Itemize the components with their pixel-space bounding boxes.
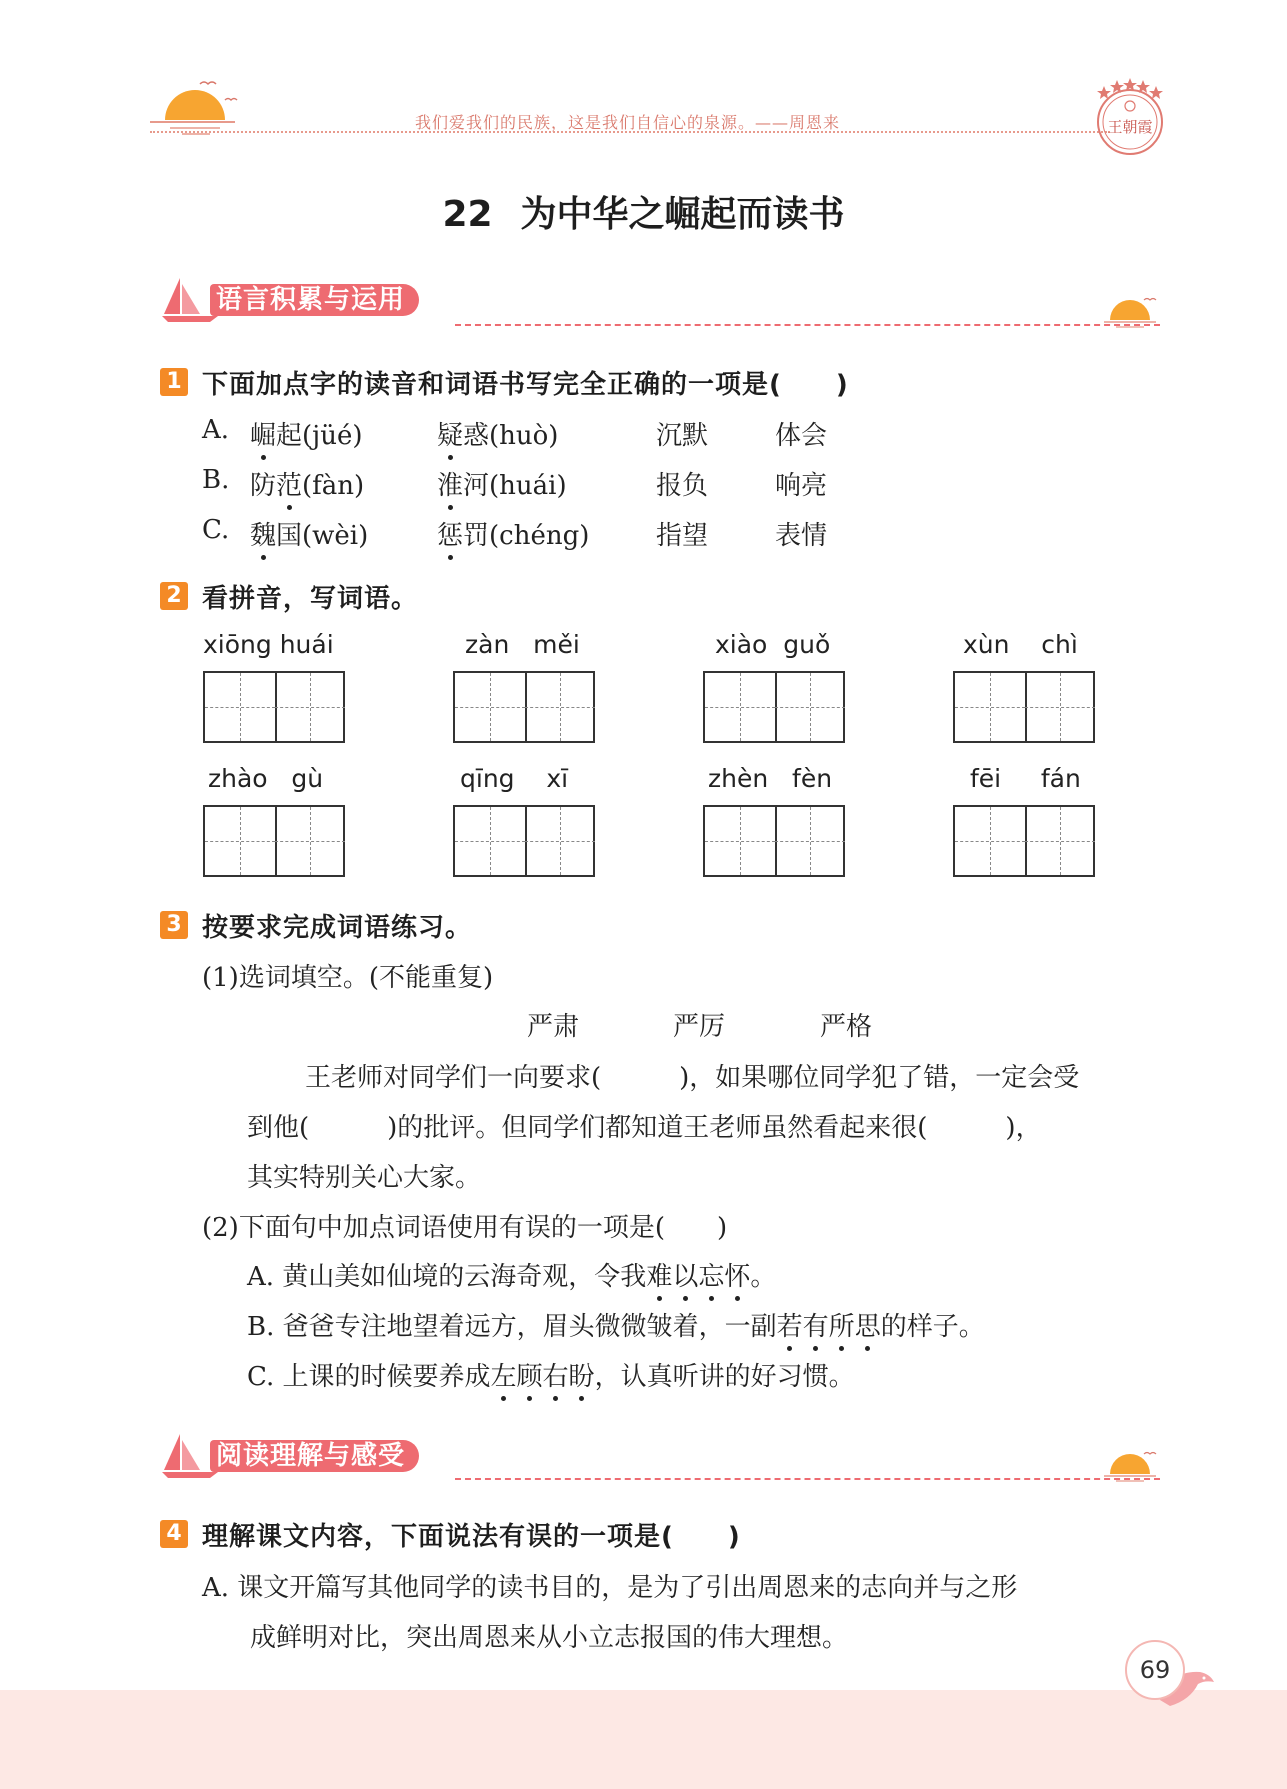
dotted-char: 有 xyxy=(803,1306,829,1343)
section-title-2: 阅读理解与感受 xyxy=(210,1440,419,1472)
q1-a-word4: 体会 xyxy=(775,421,828,451)
choice-word-2: 严厉 xyxy=(673,1012,726,1042)
q1-option-a xyxy=(202,415,229,445)
option-text: B. 爸爸专注地望着远方，眉头微微皱着，一副 xyxy=(247,1312,777,1342)
q3-option-b xyxy=(247,1306,985,1343)
writing-grid-1[interactable] xyxy=(203,671,345,743)
pinyin-2: zàn měi xyxy=(465,630,580,659)
dotted-char: 疑 xyxy=(437,415,463,452)
option-label: C. xyxy=(202,515,230,545)
page-number: 69 xyxy=(1125,1640,1185,1700)
q4-option-a-line-1: A. 课文开篇写其他同学的读书目的，是为了引出周恩来的志向并与之形 xyxy=(202,1573,1018,1603)
writing-grid-5[interactable] xyxy=(203,805,345,877)
option-text-end: ，认真听讲的好习惯。 xyxy=(594,1362,855,1392)
section-banner-1 xyxy=(160,276,460,324)
q3-option-c xyxy=(247,1356,855,1393)
q1-option-b xyxy=(202,465,229,495)
author-stamp-logo xyxy=(1090,76,1170,160)
section-banner-2 xyxy=(160,1432,460,1480)
option-label: A. xyxy=(202,415,230,445)
question-number-1: 1 xyxy=(160,368,188,396)
dotted-char: 思 xyxy=(855,1306,881,1343)
section-divider-2 xyxy=(455,1478,1160,1480)
q3-part1-title: (1)选词填空。(不能重复) xyxy=(202,963,494,993)
question-3-text: 按要求完成词语练习。 xyxy=(202,913,473,943)
q3-paragraph-line-1: 王老师对同学们一向要求( )，如果哪位同学犯了错，一定会受 xyxy=(305,1063,1080,1093)
word-rest: (fàn) xyxy=(302,471,365,501)
dotted-char: 以 xyxy=(672,1256,698,1293)
q4-option-a-line-2: 成鲜明对比，突出周恩来从小立志报国的伟大理想。 xyxy=(250,1623,849,1653)
q1-a-word3: 沉默 xyxy=(656,421,709,451)
pinyin-3: xiào guǒ xyxy=(715,630,831,659)
dotted-char: 魏 xyxy=(250,515,276,552)
dotted-char: 盼 xyxy=(569,1356,595,1393)
word-rest: 起(jüé) xyxy=(276,421,363,451)
q1-b-word3: 报负 xyxy=(656,471,709,501)
option-text-end: 。 xyxy=(750,1262,777,1292)
word-start: 防 xyxy=(250,471,277,501)
q1-option-c xyxy=(202,515,229,545)
q3-paragraph-line-2: 到他( )的批评。但同学们都知道王老师虽然看起来很( )， xyxy=(247,1113,1042,1143)
writing-grid-2[interactable] xyxy=(453,671,595,743)
q1-c-word3: 指望 xyxy=(656,521,709,551)
section-title-1: 语言积累与运用 xyxy=(210,284,419,316)
writing-grid-8[interactable] xyxy=(953,805,1095,877)
question-number-4: 4 xyxy=(160,1520,188,1548)
pinyin-7: zhèn fèn xyxy=(708,764,833,793)
q1-c-word2 xyxy=(437,515,589,552)
q1-c-word1 xyxy=(250,515,368,552)
option-text: A. 黄山美如仙境的云海奇观，令我 xyxy=(247,1262,647,1292)
question-number-3: 3 xyxy=(160,911,188,939)
pinyin-1: xiōng huái xyxy=(203,630,334,659)
question-number-2: 2 xyxy=(160,582,188,610)
word-rest: 惑(huò) xyxy=(463,421,559,451)
dotted-char: 惩 xyxy=(437,515,463,552)
header-quote: 我们爱我们的民族，这是我们自信心的泉源。——周恩来 xyxy=(415,113,841,132)
section-divider-1 xyxy=(455,324,1160,326)
dotted-char: 若 xyxy=(777,1306,803,1343)
q1-b-word2 xyxy=(437,465,567,502)
pinyin-5: zhào gù xyxy=(208,764,324,793)
lesson-title: 为中华之崛起而读书 xyxy=(520,194,845,235)
question-4-text: 理解课文内容，下面说法有误的一项是( ) xyxy=(202,1522,741,1552)
dotted-char: 崛 xyxy=(250,415,276,452)
option-label: B. xyxy=(202,465,230,495)
dotted-char: 怀 xyxy=(724,1256,750,1293)
choice-word-1: 严肃 xyxy=(527,1012,580,1042)
sun-decoration-2 xyxy=(1100,1448,1160,1488)
footer-band xyxy=(0,1690,1287,1789)
writing-grid-6[interactable] xyxy=(453,805,595,877)
pinyin-4: xùn chì xyxy=(963,630,1078,659)
dotted-char: 右 xyxy=(543,1356,569,1393)
lesson-number: 22 xyxy=(442,194,493,235)
page-title xyxy=(0,186,1287,237)
pinyin-8: fēi fán xyxy=(970,764,1081,793)
dotted-char: 所 xyxy=(829,1306,855,1343)
q3-part2-title: (2)下面句中加点词语使用有误的一项是( ) xyxy=(202,1213,728,1243)
option-text: C. 上课的时候要养成 xyxy=(247,1362,491,1392)
dotted-char: 忘 xyxy=(698,1256,724,1293)
writing-grid-7[interactable] xyxy=(703,805,845,877)
q3-option-a xyxy=(247,1256,776,1293)
q1-b-word1 xyxy=(250,465,364,502)
dotted-char: 顾 xyxy=(517,1356,543,1393)
dotted-char: 范 xyxy=(276,465,302,502)
option-text-end: 的样子。 xyxy=(880,1312,985,1342)
writing-grid-4[interactable] xyxy=(953,671,1095,743)
dotted-char: 淮 xyxy=(437,465,463,502)
dotted-char: 难 xyxy=(646,1256,672,1293)
q3-paragraph-line-3: 其实特别关心大家。 xyxy=(247,1163,482,1193)
q1-a-word2 xyxy=(437,415,558,452)
q1-b-word4: 响亮 xyxy=(775,471,828,501)
q1-a-word1 xyxy=(250,415,363,452)
word-rest: 罚(chéng) xyxy=(463,521,590,551)
sun-decoration-1 xyxy=(1100,294,1160,334)
word-rest: 河(huái) xyxy=(463,471,567,501)
q1-c-word4: 表情 xyxy=(775,521,828,551)
question-2-text: 看拼音，写词语。 xyxy=(202,584,419,614)
word-rest: 国(wèi) xyxy=(276,521,369,551)
choice-word-3: 严格 xyxy=(820,1012,873,1042)
dotted-char: 左 xyxy=(491,1356,517,1393)
question-1-text: 下面加点字的读音和词语书写完全正确的一项是( ) xyxy=(202,370,849,400)
svg-text:王朝霞: 王朝霞 xyxy=(1107,118,1153,136)
writing-grid-3[interactable] xyxy=(703,671,845,743)
pinyin-6: qīng xī xyxy=(460,764,569,793)
